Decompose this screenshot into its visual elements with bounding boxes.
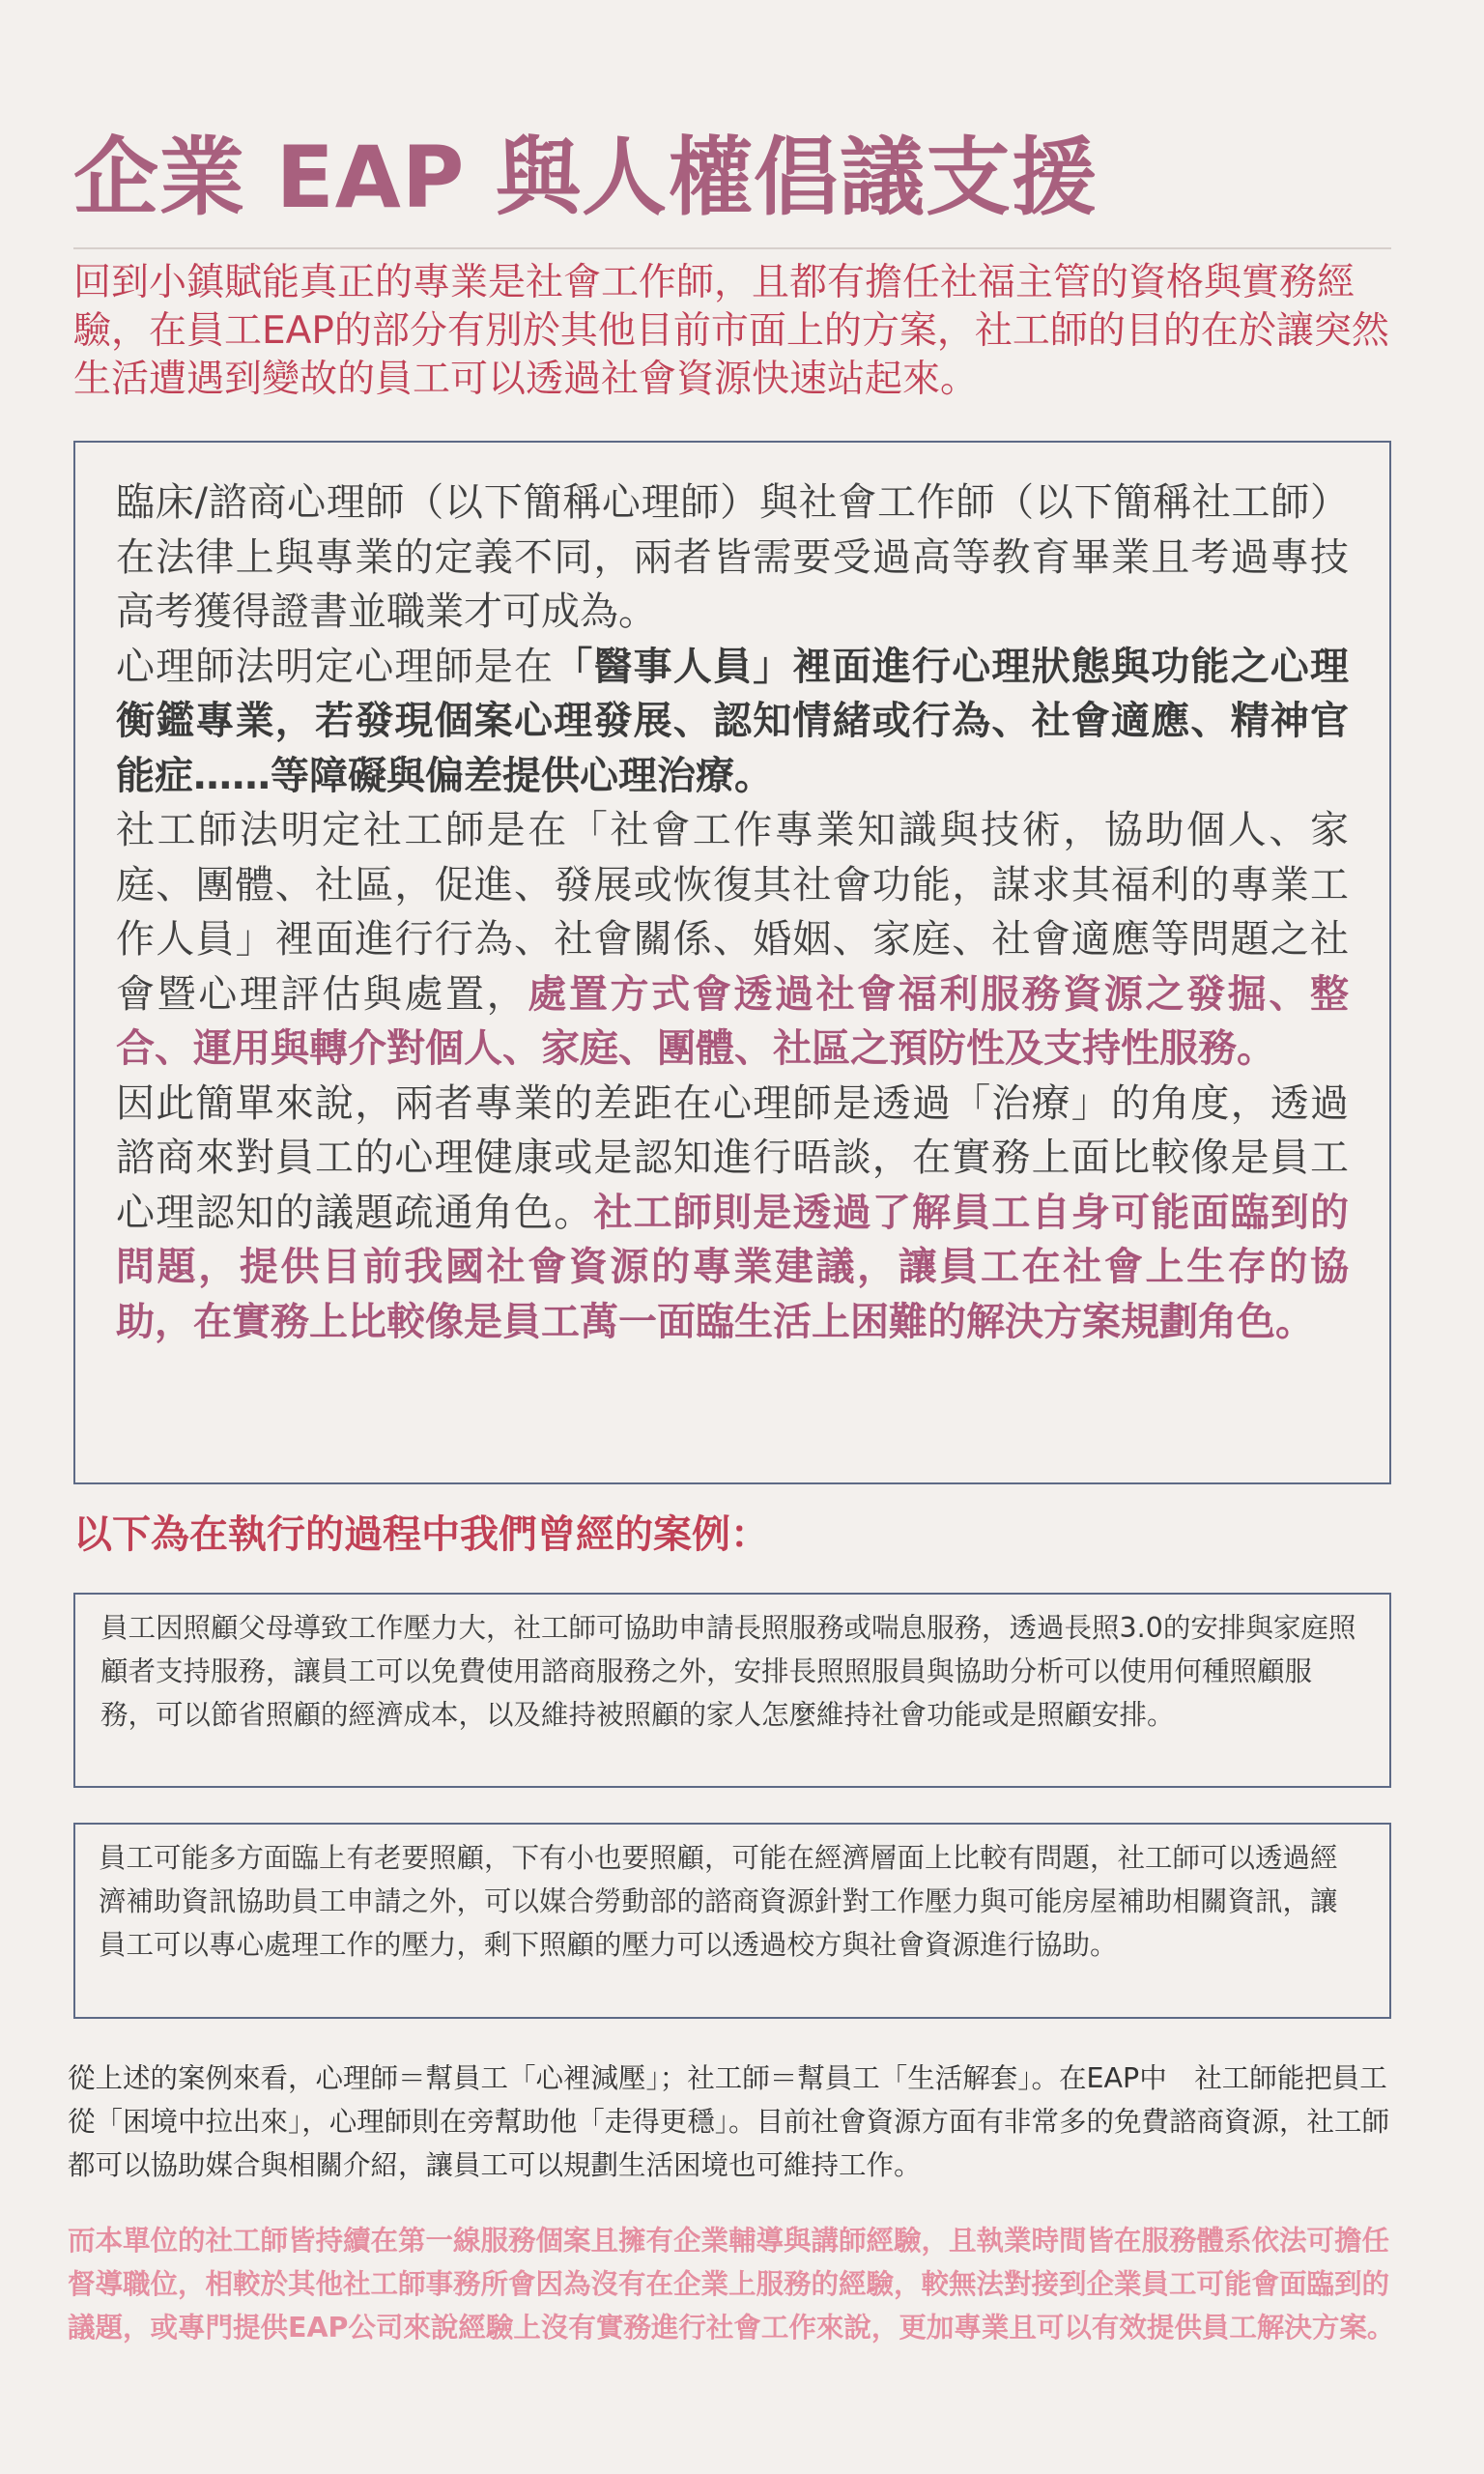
psychologist-scope-text: 「醫事人員」裡面進行心理狀態與功能之心理衡鑑專業，若發現個案心理發展、認知情緒或行為、社會適應、精神官能症……等障礙與偏差提供心理治療。 [116,644,1350,798]
psychologist-law-text: 心理師法明定心理師是在 [116,644,555,689]
case-box-family-finance [73,1823,1391,2019]
social-worker-law-text: 社工師法明定社工師是在「社會工作專業知識與技術，協助個人、家庭、團體、社區，促進、發展或恢復其社會功能，謀求其福利的專業工作人員」裡面進行行為、社會關係、婚姻、家庭、社會適應等問題之社會暨心理評估與處置， [116,808,1349,1017]
difference-text: 因此簡單來說，兩者專業的差距在心理師是透過「治療」的角度，透過諮商來對員工的心理健康或是認知進行晤談，在實務上面比較像是員工心理認知的議題疏通角色。 [116,1080,1349,1235]
comparison-paragraph-psychologist [116,640,1349,804]
difference-highlight: 社工師則是透過了解員工自身可能面臨到的問題，提供目前我國社會資源的專業建議，讓員工在社會上生存的協助，在實務上比較像是員工萬一面臨生活上困難的解決方案規劃角色。 [116,1190,1350,1344]
comparison-paragraph-definitions: 臨床/諮商心理師（以下簡稱心理師）與社會工作師（以下簡稱社工師）在法律上與專業的定義不同，兩者皆需要受過高等教育畢業且考過專技高考獲得證書並職業才可成為。 [116,480,1349,634]
case-text: 員工可能多方面臨上有老要照顧，下有小也要照顧，可能在經濟層面上比較有問題，社工師可以透過經濟補助資訊協助員工申請之外，可以媒合勞動部的諮商資源針對工作壓力與可能房屋補助相關資訊，讓員工可以專心處理工作的壓力，剩下照顧的壓力可以透過校方與社會資源進行協助。 [99,1842,1338,1961]
page-title: 企業 EAP 與人權倡議支援 [73,128,1098,227]
social-worker-scope-highlight: 處置方式會透過社會福利服務資源之發掘、整合、運用與轉介對個人、家庭、團體、社區之預防性及支持性服務。 [116,971,1350,1071]
closing-paragraph: 而本單位的社工師皆持續在第一線服務個案且擁有企業輔導與講師經驗，且執業時間皆在服務體系依法可擔任督導職位，相較於其他社工師事務所會因為沒有在企業上服務的經驗，較無法對接到企業員工可能會面臨到的議題，或專門提供EAP公司來說經驗上沒有實務進行社會工作來說，更加專業且可以有效提供員工解決方案。 [68,2225,1395,2344]
summary-paragraph: 從上述的案例來看，心理師＝幫員工「心裡減壓」；社工師＝幫員工「生活解套」。在EAP中 社工師能把員工從「困境中拉出來」，心理師則在旁幫助他「走得更穩」。目前社會資源方面有非常多的免費諮商資源，社工師都可以協助媒合與相關介紹，讓員工可以規劃生活困境也可維持工作。 [68,2062,1390,2181]
comparison-paragraph-social-worker [116,803,1349,1077]
comparison-paragraph-summary [116,1077,1349,1350]
case-box-elder-care [73,1593,1391,1788]
intro-paragraph: 回到小鎮賦能真正的專業是社會工作師，且都有擔任社福主管的資格與實務經驗，在員工EAP的部分有別於其他目前市面上的方案，社工師的目的在於讓突然生活遭遇到變故的員工可以透過社會資源快速站起來。 [73,261,1389,401]
comparison-box [73,441,1391,1484]
case-text: 員工因照顧父母導致工作壓力大，社工師可協助申請長照服務或喘息服務，透過長照3.0的安排與家庭照顧者支持服務，讓員工可以免費使用諮商服務之外，安排長照照服員與協助分析可以使用何種照顧服務，可以節省照顧的經濟成本，以及維持被照顧的家人怎麼維持社會功能或是照顧安排。 [100,1612,1356,1731]
cases-heading: 以下為在執行的過程中我們曾經的案例： [73,1512,769,1557]
title-divider [73,247,1391,249]
